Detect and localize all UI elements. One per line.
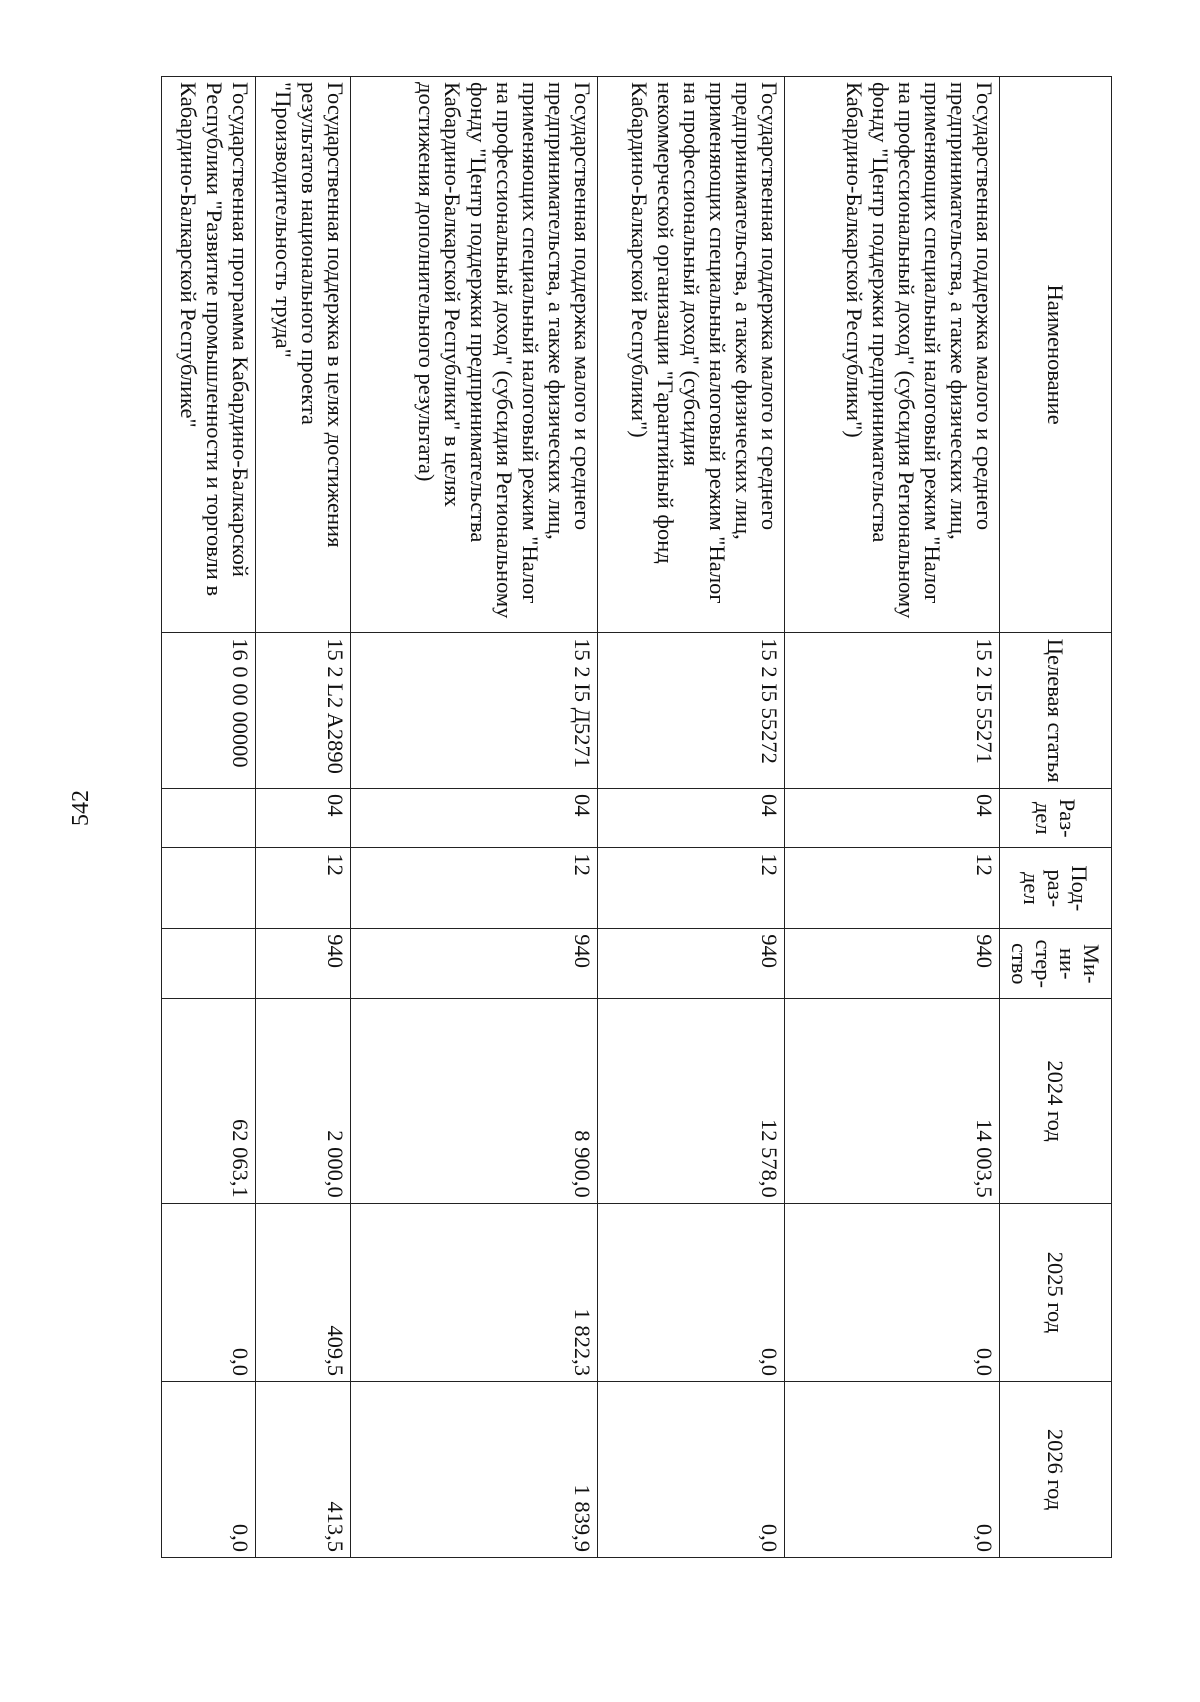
cell-section: 04: [784, 788, 999, 847]
table-row: [784, 77, 999, 1558]
header-subsection: Под-раз-дел: [1000, 848, 1112, 929]
cell-2025: 1 822,3: [350, 1203, 597, 1381]
header-2024: 2024 год: [1000, 999, 1112, 1203]
header-2025: 2025 год: [1000, 1203, 1112, 1381]
cell-subsection: 12: [784, 848, 999, 929]
cell-section: 04: [598, 788, 785, 847]
cell-section: 04: [350, 788, 597, 847]
cell-2024: 14 003,5: [784, 999, 999, 1203]
cell-2026: 0,0: [598, 1382, 785, 1558]
cell-2024: 62 063,1: [162, 999, 256, 1203]
cell-target: 15 2 I5 55271: [784, 633, 999, 789]
cell-target: 15 2 I5 Д5271: [350, 633, 597, 789]
cell-2026: 1 839,9: [350, 1382, 597, 1558]
table-row: [598, 77, 785, 1558]
cell-2026: 0,0: [784, 1382, 999, 1558]
cell-target: 15 2 L2 A2890: [256, 633, 350, 789]
cell-2025: 0,0: [162, 1203, 256, 1381]
cell-name: Государственная поддержка в целях достижения результатов национального проекта "Производительность труда": [256, 77, 350, 633]
cell-2024: 12 578,0: [598, 999, 785, 1203]
cell-2025: 0,0: [598, 1203, 785, 1381]
cell-subsection: 12: [598, 848, 785, 929]
cell-2026: 413,5: [256, 1382, 350, 1558]
header-target: Целевая статья: [1000, 633, 1112, 789]
cell-name: Государственная программа Кабардино-Балкарской Республики "Развитие промышленности и торговли в Кабардино-Балкарской Республике": [162, 77, 256, 633]
cell-ministry: [162, 929, 256, 999]
budget-table-container: [161, 76, 1112, 1558]
cell-2025: 0,0: [784, 1203, 999, 1381]
cell-target: 16 0 00 00000: [162, 633, 256, 789]
table-row: [350, 77, 597, 1558]
table-row: [256, 77, 350, 1558]
cell-subsection: 12: [256, 848, 350, 929]
table-row: [162, 77, 256, 1558]
cell-section: 04: [256, 788, 350, 847]
header-ministry: Ми-ни-стер-ство: [1000, 929, 1112, 999]
cell-subsection: 12: [350, 848, 597, 929]
header-2026: 2026 год: [1000, 1382, 1112, 1558]
cell-name: Государственная поддержка малого и среднего предпринимательства, а также физических лиц, применяющих специальный налоговый режим "Налог на профессиональный доход" (субсидия некоммерческой организации "Гарантийный фонд Кабардино-Балкарской Республики"): [598, 77, 785, 633]
cell-ministry: 940: [350, 929, 597, 999]
cell-2024: 2 000,0: [256, 999, 350, 1203]
cell-name: Государственная поддержка малого и среднего предпринимательства, а также физических лиц, применяющих специальный налоговый режим "Налог на профессиональный доход" (субсидия Региональному фонду "Центр поддержки предпринимательства Кабардино-Балкарской Республики" в целях достижения дополнительного результата): [350, 77, 597, 633]
cell-target: 15 2 I5 55272: [598, 633, 785, 789]
cell-2025: 409,5: [256, 1203, 350, 1381]
cell-subsection: [162, 848, 256, 929]
cell-ministry: 940: [256, 929, 350, 999]
header-section: Раз-дел: [1000, 788, 1112, 847]
cell-2026: 0,0: [162, 1382, 256, 1558]
page-number: 542: [68, 790, 94, 826]
cell-ministry: 940: [784, 929, 999, 999]
table-header-row: [1000, 77, 1112, 1558]
budget-table: [161, 76, 1112, 1558]
cell-section: [162, 788, 256, 847]
header-name: Наименование: [1000, 77, 1112, 633]
cell-ministry: 940: [598, 929, 785, 999]
cell-name: Государственная поддержка малого и среднего предпринимательства, а также физических лиц, применяющих специальный налоговый режим "Налог на профессиональный доход" (субсидия Региональному фонду "Центр поддержки предпринимательства Кабардино-Балкарской Республики"): [784, 77, 999, 633]
cell-2024: 8 900,0: [350, 999, 597, 1203]
